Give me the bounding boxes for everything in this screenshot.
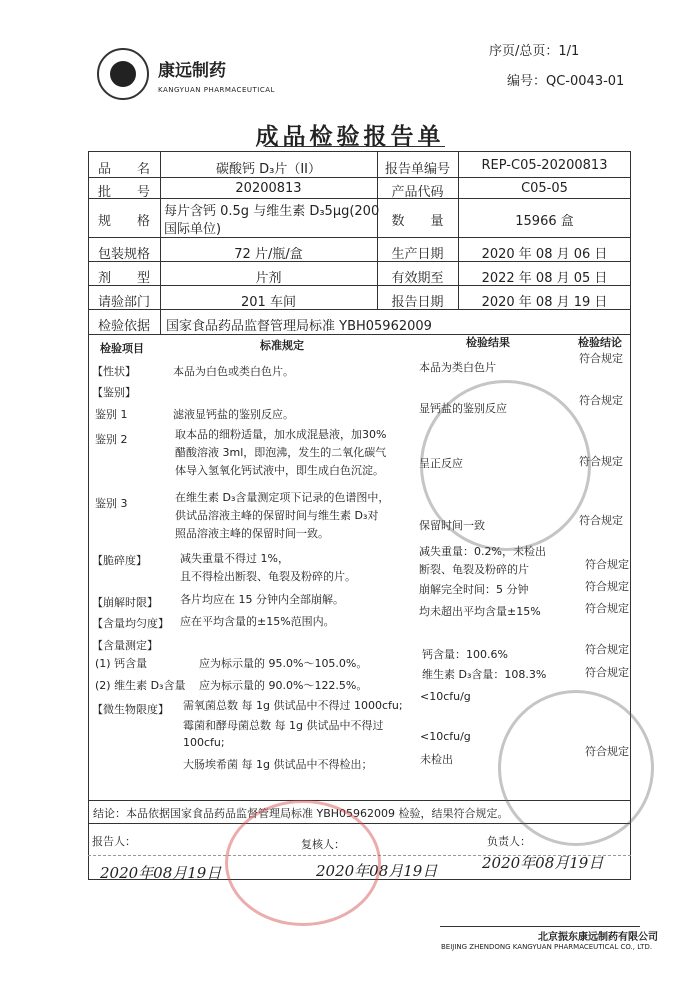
test-item-microbial: 【微生物限度】: [92, 703, 169, 716]
label-product-code: 产品代码: [391, 185, 444, 200]
test-result-id1: 显钙盐的鉴别反应: [419, 402, 507, 415]
test-result-ecoli: 未检出: [420, 753, 453, 766]
reporter-date: 2020年08月19日: [100, 864, 222, 882]
test-item-appearance: 【性状】: [92, 365, 136, 378]
test-standard-vitd3: 应为标示量的 90.0%～122.5%。: [199, 679, 368, 692]
qc-stamp: [498, 690, 654, 846]
label-quantity: 数 量: [391, 214, 444, 229]
value-packaging: 72 片/瓶/盒: [234, 247, 303, 262]
reviewer-label: 复核人：: [301, 838, 345, 851]
test-item-id2: 鉴别 2: [95, 433, 128, 446]
label-spec: 规 格: [97, 214, 150, 229]
page-number: 序页/总页：1/1: [489, 44, 580, 59]
test-standard-id1: 滤液显钙盐的鉴别反应。: [173, 408, 294, 421]
value-report-date: 2020 年 08 月 19 日: [481, 295, 608, 310]
value-expiry: 2022 年 08 月 05 日: [481, 271, 608, 286]
footer-company-en: BEIJING ZHENDONG KANGYUAN PHARMACEUTICAL CO., LTD.: [441, 943, 653, 951]
test-result-mold: <10cfu/g: [420, 730, 471, 743]
test-standard-id2-line1: 取本品的细粉适量，加水成混悬液，加30%: [175, 428, 387, 441]
company-name-cn: 康远制药: [158, 61, 226, 81]
test-standard-id3-line3: 照品溶液主峰的保留时间一致。: [175, 527, 329, 540]
test-item-disintegration: 【崩解时限】: [92, 596, 158, 609]
test-item-id1: 鉴别 1: [95, 408, 128, 421]
test-conclusion-id1: 符合规定: [579, 394, 623, 407]
test-result-friability-line2: 断裂、龟裂及粉碎的片: [419, 563, 529, 576]
label-packaging: 包装规格: [97, 247, 150, 262]
col-divider: [160, 151, 161, 334]
manager-label: 负责人：: [487, 835, 531, 848]
row-divider: [88, 237, 631, 238]
label-batch: 批 号: [97, 185, 150, 200]
test-conclusion-friability: 符合规定: [585, 558, 629, 571]
test-result-disintegration: 崩解完全时间：5 分钟: [419, 583, 529, 596]
quality-control-stamp: [225, 800, 381, 926]
col-divider: [377, 151, 378, 310]
report-title: 成品检验报告单: [255, 124, 445, 150]
value-department: 201 车间: [241, 295, 296, 310]
test-item-calcium: (1) 钙含量: [95, 657, 148, 670]
test-standard-mold-line2: 100cfu;: [183, 736, 225, 749]
document-code: 编号：QC-0043-01: [507, 74, 625, 89]
test-result-id3: 保留时间一致: [419, 519, 485, 532]
test-standard-ecoli: 大肠埃希菌 每 1g 供试品中不得检出；: [183, 758, 373, 771]
test-conclusion-calcium: 符合规定: [585, 643, 629, 656]
value-production-date: 2020 年 08 月 06 日: [481, 247, 608, 262]
test-result-vitd3: 维生素 D₃含量：108.3%: [422, 668, 547, 681]
value-basis: 国家食品药品监督管理局标准 YBH05962009: [166, 319, 432, 334]
test-conclusion-id3: 符合规定: [579, 514, 623, 527]
test-standard-appearance: 本品为白色或类白色片。: [173, 365, 294, 378]
reporter-label: 报告人：: [92, 835, 136, 848]
footer-line: [440, 926, 640, 927]
label-report-no: 报告单编号: [384, 162, 450, 177]
value-quantity: 15966 盒: [515, 214, 574, 229]
test-item-identification: 【鉴别】: [92, 386, 136, 399]
test-standard-id2-line3: 体导入氢氧化钙试液中，即生成白色沉淀。: [175, 464, 384, 477]
col-header-standard: 标准规定: [260, 339, 304, 352]
quality-dept-stamp: [420, 380, 591, 551]
col-header-conclusion: 检验结论: [578, 336, 622, 349]
logo-emblem: [110, 61, 136, 87]
value-product-code: C05-05: [521, 181, 568, 196]
test-standard-calcium: 应为标示量的 95.0%～105.0%。: [199, 657, 368, 670]
col-header-result: 检验结果: [466, 336, 510, 349]
test-item-vitd3: (2) 维生素 D₃含量: [95, 679, 186, 692]
reviewer-date: 2020年08月19日: [316, 862, 438, 880]
test-item-id3: 鉴别 3: [95, 497, 128, 510]
label-report-date: 报告日期: [391, 295, 444, 310]
label-dosage-form: 剂 型: [97, 271, 150, 286]
test-result-calcium: 钙含量：100.6%: [422, 648, 508, 661]
test-standard-disintegration: 各片均应在 15 分钟内全部崩解。: [180, 593, 344, 606]
test-standard-friability-line2: 且不得检出断裂、龟裂及粉碎的片。: [180, 570, 356, 583]
label-product-name: 品 名: [97, 162, 150, 177]
test-conclusion-disintegration: 符合规定: [585, 580, 629, 593]
test-standard-id2-line2: 醋酸溶液 3ml，即泡沸，发生的二氧化碳气: [175, 446, 387, 459]
test-item-uniformity: 【含量均匀度】: [92, 617, 169, 630]
company-name-en: KANGYUAN PHARMACEUTICAL: [158, 86, 275, 94]
test-item-friability: 【脆碎度】: [92, 554, 147, 567]
test-item-assay: 【含量测定】: [92, 639, 158, 652]
col-header-item: 检验项目: [100, 342, 144, 355]
conclusion-text: 结论：本品依据国家食品药品监督管理局标准 YBH05962009 检验，结果符合规定。: [93, 807, 509, 820]
row-divider: [88, 198, 631, 199]
col-divider: [458, 151, 459, 310]
title-underline: [265, 146, 445, 147]
label-production-date: 生产日期: [391, 247, 444, 262]
test-result-id2: 呈正反应: [419, 457, 463, 470]
test-conclusion-appearance: 符合规定: [579, 352, 623, 365]
test-conclusion-uniformity: 符合规定: [585, 602, 629, 615]
row-divider: [88, 177, 631, 178]
test-conclusion-id2: 符合规定: [579, 455, 623, 468]
label-basis: 检验依据: [97, 319, 150, 334]
label-expiry: 有效期至: [391, 271, 444, 286]
value-report-no: REP-C05-20200813: [481, 158, 608, 173]
test-conclusion-vitd3: 符合规定: [585, 666, 629, 679]
test-standard-id3-line2: 供试品溶液主峰的保留时间与维生素 D₃对: [175, 509, 379, 522]
value-spec-line1: 每片含钙 0.5g 与维生素 D₃5μg(200: [164, 204, 380, 219]
value-spec-line2: 国际单位): [164, 222, 222, 237]
test-standard-friability-line1: 减失重量不得过 1%，: [180, 552, 289, 565]
value-batch: 20200813: [235, 181, 302, 196]
test-result-appearance: 本品为类白色片: [419, 361, 496, 374]
test-result-aerobic: <10cfu/g: [420, 690, 471, 703]
value-dosage-form: 片剂: [255, 271, 282, 286]
test-result-uniformity: 均未超出平均含量±15%: [419, 605, 541, 618]
manager-date: 2020年08月19日: [482, 854, 604, 872]
test-standard-aerobic: 需氧菌总数 每 1g 供试品中不得过 1000cfu;: [183, 699, 403, 712]
test-standard-id3-line1: 在维生素 D₃含量测定项下记录的色谱图中，: [175, 491, 390, 504]
test-standard-uniformity: 应在平均含量的±15%范围内。: [180, 615, 335, 628]
test-conclusion-microbial: 符合规定: [585, 745, 629, 758]
row-divider: [88, 334, 631, 335]
value-product-name: 碳酸钙 D₃片（II）: [215, 162, 322, 177]
test-result-friability-line1: 减失重量：0.2%，未检出: [419, 545, 546, 558]
footer-company-cn: 北京振东康远制药有限公司: [538, 932, 658, 943]
test-standard-mold-line1: 霉菌和酵母菌总数 每 1g 供试品中不得过: [183, 719, 384, 732]
label-department: 请验部门: [97, 295, 150, 310]
